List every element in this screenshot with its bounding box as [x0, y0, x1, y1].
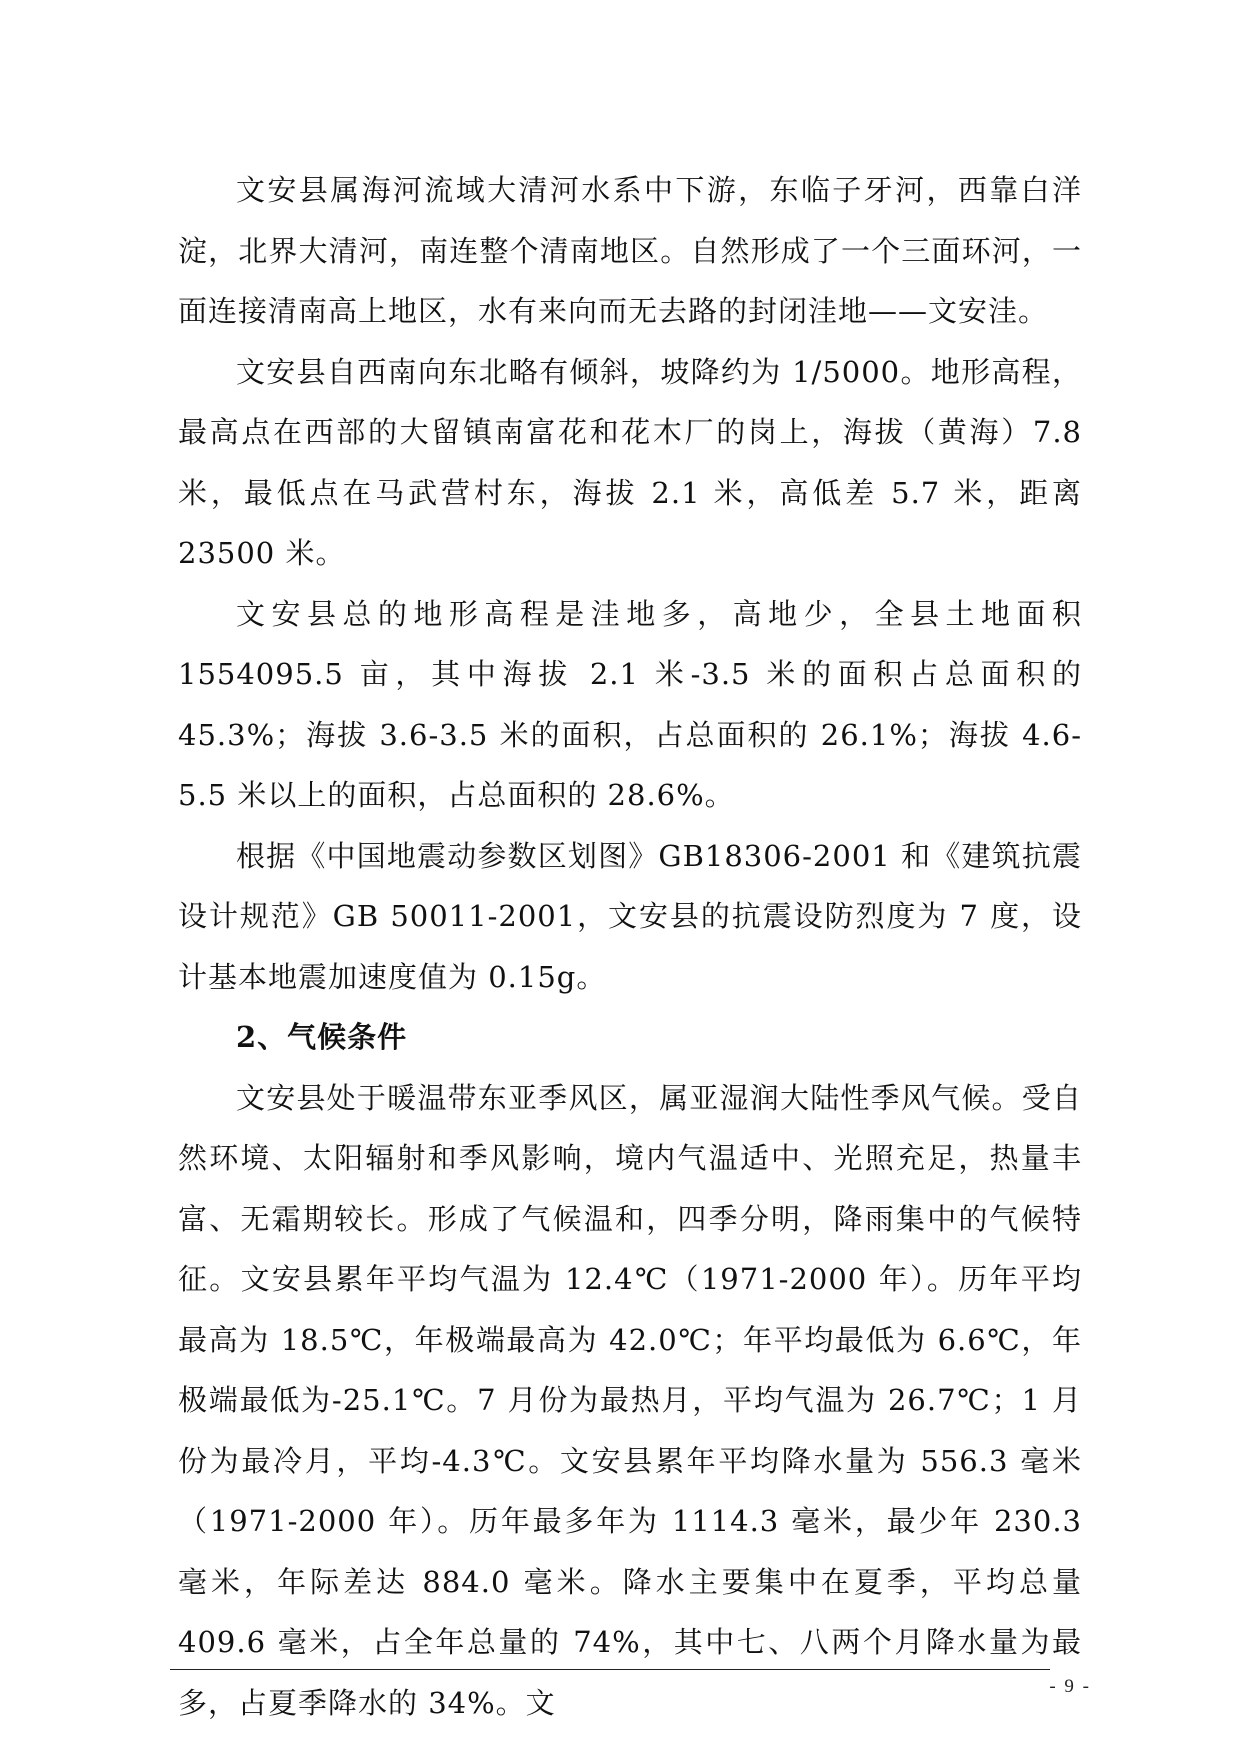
paragraph-climate: 文安县处于暖温带东亚季风区，属亚湿润大陆性季风气候。受自然环境、太阳辐射和季风影响，境内气温适中、光照充足，热量丰富、无霜期较长。形成了气候温和，四季分明，降雨集中的气候特征。文安县累年平均气温为 12.4℃（1971-2000 年）。历年平均最高为 18.5℃，年极端最高为 42.0℃；年平均最低为 6.6℃，年极端最低为-25.1℃。7 月份为最热月，平均气温为 26.7℃；1 月份为最冷月，平均-4.3℃。文安县累年平均降水量为 556.3 毫米（1971-2000 年）。历年最多年为 1114.3 毫米，最少年 230.3 毫米，年际差达 884.0 毫米。降水主要集中在夏季，平均总量 409.6 毫米，占全年总量的 74%，其中七、八两个月降水量为最多，占夏季降水的 34%。文: [178, 1080, 1082, 1720]
page-number: - 9 -: [1049, 1676, 1091, 1697]
section-heading-climate: 2、气候条件: [236, 1020, 408, 1054]
paragraph-elevation-area: 文安县总的地形高程是洼地多，高地少，全县土地面积 1554095.5 亩，其中海拔 2.1 米-3.5 米的面积占总面积的 45.3%；海拔 3.6-3.5 米的面积，占总面积的 26.1%；海拔 4.6-5.5 米以上的面积，占总面积的 28.6%。: [178, 596, 1082, 812]
document-body: [178, 160, 1082, 1733]
paragraph-terrain-slope: 文安县自西南向东北略有倾斜，坡降约为 1/5000。地形高程，最高点在西部的大留镇南富花和花木厂的岗上，海拔（黄海）7.8 米，最低点在马武营村东，海拔 2.1 米，高低差 5.7 米，距离 23500 米。: [178, 354, 1082, 570]
footer-divider: [170, 1669, 1050, 1670]
paragraph-drainage: 文安县属海河流域大清河水系中下游，东临子牙河，西靠白洋淀，北界大清河，南连整个清南地区。自然形成了一个三面环河，一面连接清南高上地区，水有来向而无去路的封闭洼地——文安洼。: [178, 173, 1082, 328]
paragraph-seismic: 根据《中国地震动参数区划图》GB18306-2001 和《建筑抗震设计规范》GB 50011-2001，文安县的抗震设防烈度为 7 度，设计基本地震加速度值为 0.15g。: [178, 838, 1082, 994]
